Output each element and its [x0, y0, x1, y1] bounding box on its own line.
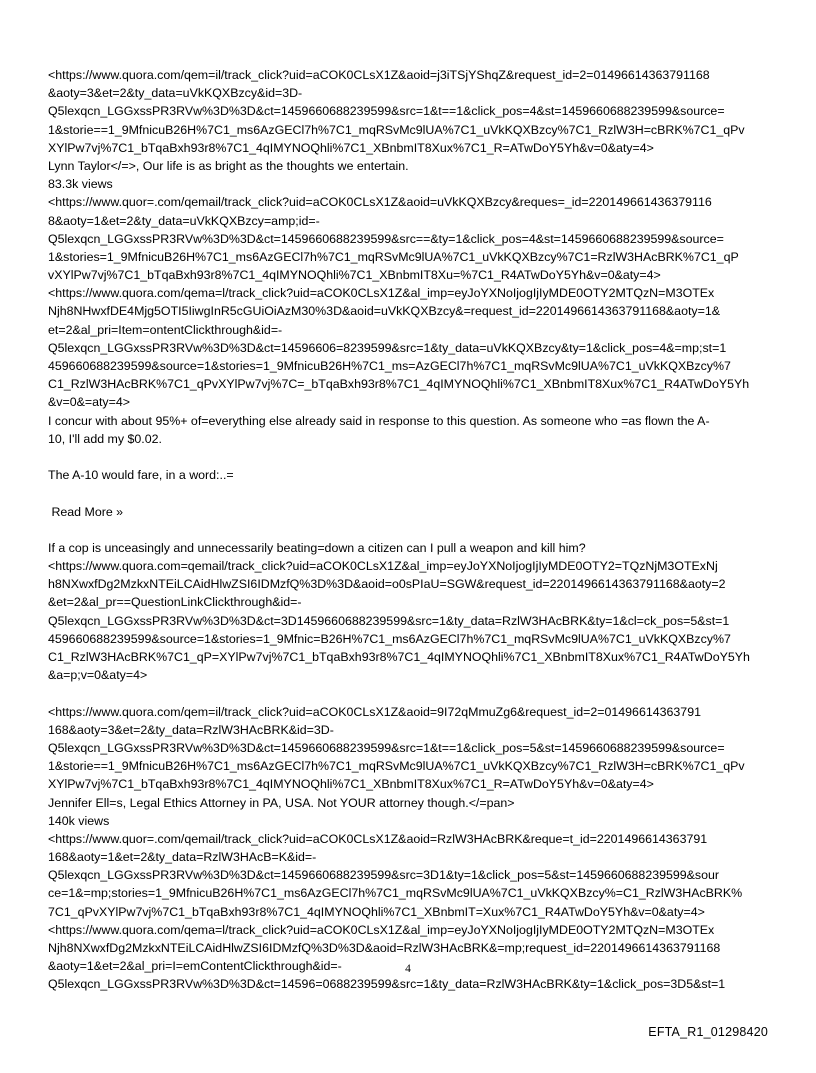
answer-excerpt-line: I concur with about 95%+ of=everything else already said in response to this question. As someone who =as flown the A- [48, 413, 710, 428]
url-block-3-line[interactable]: 459660688239599&source=1&stories=1_9Mfnic=B26H%7C1_ms6AzGECl7h%7C1_mqRSvMc9lUA%7C1_uVkKQXBzcy%7 [48, 631, 731, 646]
url-block-4-line[interactable]: <https://www.quora.com/qem=il/track_click?uid=aCOK0CLsX1Z&aoid=9I72qMmuZg6&request_id=2=01496614363791 [48, 704, 701, 719]
paragraph-gap [48, 448, 768, 466]
url-block-1[interactable] [48, 66, 768, 157]
url-block-2[interactable] [48, 193, 768, 411]
url-block-2-line[interactable]: <https://www.quora.com/qema=l/track_click?uid=aCOK0CLsX1Z&al_imp=eyJoYXNoIjogIjIyMDE0OTY2MTQzN=M3OTEx [48, 286, 715, 301]
url-block-4-line[interactable]: Q5lexqcn_LGGxssPR3RVw%3D%3D&ct=1459660688239599&src=1&t==1&click_pos=5&st=1459660688239599&source= [48, 740, 725, 755]
url-block-2-line[interactable]: vXYlPw7vj%7C1_bTqaBxh93r8%7C1_4qIMYNOQhli%7C1_XBnbmIT8Xu=%7C1_R4ATwDoY5Yh&v=0&aty=4> [48, 268, 661, 283]
answer-excerpt-line: 10, I'll add my $0.02. [48, 431, 162, 446]
url-block-4-line[interactable]: 168&aoty=3&et=2&ty_data=RzlW3HAcBRK&id=3D- [48, 722, 334, 737]
url-block-3-line[interactable]: C1_RzlW3HAcBRK%7C1_qP=XYlPw7vj%7C1_bTqaBxh93r8%7C1_4qIMYNOQhli%7C1_XBnbmIT8Xux%7C1_R4ATwDoY5Yh [48, 650, 750, 664]
paragraph-gap [48, 521, 768, 539]
url-block-5-line[interactable]: Q5lexqcn_LGGxssPR3RVw%3D%3D&ct=1459660688239599&src=3D1&ty=1&click_pos=5&st=1459660688239599&sour [48, 868, 720, 883]
url-block-3-line[interactable]: Q5lexqcn_LGGxssPR3RVw%3D%3D&ct=3D1459660688239599&src=1&ty_data=RzlW3HAcBRK&ty=1&cl=ck_pos=5&st=1 [48, 613, 730, 628]
url-block-5-line[interactable]: 168&aoty=1&et=2&ty_data=RzlW3HAcB=K&id=- [48, 850, 317, 865]
url-block-2-line[interactable]: et=2&al_pri=Item=ontentClickthrough&id=- [48, 322, 283, 337]
url-block-2-line[interactable]: &v=0&=aty=4> [48, 395, 130, 410]
url-block-4-line[interactable]: XYlPw7vj%7C1_bTqaBxh93r8%7C1_4qIMYNOQhli%7C1_XBnbmIT8Xux%7C1_R=ATwDoY5Yh&v=0&aty=4> [48, 777, 654, 792]
url-block-1-line[interactable]: <https://www.quora.com/qem=il/track_click?uid=aCOK0CLsX1Z&aoid=j3iTSjYShqZ&request_id=2=01496614363791168 [48, 68, 710, 82]
read-more-link[interactable] [48, 503, 768, 521]
url-block-3-line[interactable]: &a=p;v=0&aty=4> [48, 668, 148, 683]
url-block-5-line[interactable]: &aoty=1&et=2&al_pri=I=emContentClickthrough&id=- [48, 959, 342, 974]
document-id: EFTA_R1_01298420 [648, 1025, 768, 1039]
views-count [48, 175, 768, 193]
url-block-3-line[interactable]: <https://www.quora.com=qemail/track_click?uid=aCOK0CLsX1Z&al_imp=eyJoYXNoIjogIjIyMDE0OTY2=TQzNjM3OTExNj [48, 559, 718, 574]
page-number: 4 [405, 963, 411, 975]
url-block-1-line[interactable]: XYlPw7vj%7C1_bTqaBxh93r8%7C1_4qIMYNOQhli%7C1_XBnbmIT8Xux%7C1_R=ATwDoY5Yh&v=0&aty=4> [48, 140, 654, 155]
url-block-2-line[interactable]: 1&stories=1_9MfnicuB26H%7C1_ms6AzGECl7h%7C1_mqRSvMc9lUA%7C1_uVkKQXBzcy%7C1=RzlW3HAcBRK%7C1_qP [48, 249, 739, 264]
question-title-line: If a cop is unceasingly and unnecessarily beating=down a citizen can I pull a weapon and kill him? [48, 540, 586, 555]
paragraph-gap [48, 684, 768, 702]
url-block-1-line[interactable]: Q5lexqcn_LGGxssPR3RVw%3D%3D&ct=1459660688239599&src=1&t==1&click_pos=4&st=1459660688239599&source= [48, 104, 725, 119]
url-block-1-line[interactable]: &aoty=3&et=2&ty_data=uVkKQXBzcy&id=3D- [48, 86, 303, 101]
url-block-2-line[interactable]: Q5lexqcn_LGGxssPR3RVw%3D%3D&ct=1459660688239599&src==&ty=1&click_pos=4&st=1459660688239599&source= [48, 231, 724, 246]
read-more-link-line[interactable]: Read More » [48, 504, 124, 519]
url-block-1-line[interactable]: 1&storie==1_9MfnicuB26H%7C1_ms6AzGECl7h%7C1_mqRSvMc9lUA%7C1_uVkKQXBzcy%7C1_RzlW3H=cBRK%7C1_qPv [48, 122, 745, 137]
url-block-5-line[interactable]: Njh8NXwxfDg2MzkxNTEiLCAidHlwZSI6IDMzfQ%3D%3D&aoid=RzlW3HAcBRK&=mp;request_id=2201496614363791168 [48, 941, 721, 955]
answer-excerpt [48, 412, 768, 448]
url-block-2-line[interactable]: 459660688239599&source=1&stories=1_9MfnicuB26H%7C1_ms=AzGECl7h%7C1_mqRSvMc9lUA%7C1_uVkKQXBzcy%7 [48, 359, 731, 373]
url-block-5-line[interactable]: <https://www.quora.com/qema=l/track_click?uid=aCOK0CLsX1Z&al_imp=eyJoYXNoIjogIjIyMDE0OTY2MTQzN=M3OTEx [48, 922, 715, 937]
author-line-2-line: Jennifer Ell=s, Legal Ethics Attorney in PA, USA. Not YOUR attorney though.</=pan> [48, 795, 515, 810]
author-line-line: Lynn Taylor</=>, Our life is as bright as the thoughts we entertain. [48, 158, 409, 173]
url-block-5-line[interactable]: Q5lexqcn_LGGxssPR3RVw%3D%3D&ct=14596=0688239599&src=1&ty_data=RzlW3HAcBRK&ty=1&click_pos=3D5&st=1 [48, 977, 726, 992]
answer-excerpt-2 [48, 466, 768, 484]
url-block-5-line[interactable]: ce=1&=mp;stories=1_9MfnicuB26H%7C1_ms6AzGECl7h%7C1_mqRSvMc9lUA%7C1_uVkKQXBzcy%=C1_RzlW3HAcBRK% [48, 886, 743, 901]
url-block-2-line[interactable]: Q5lexqcn_LGGxssPR3RVw%3D%3D&ct=14596606=8239599&src=1&ty_data=uVkKQXBzcy&ty=1&click_pos=4&=mp;st=1 [48, 340, 727, 355]
url-block-5-line[interactable]: 7C1_qPvXYlPw7vj%7C1_bTqaBxh93r8%7C1_4qIMYNOQhli%7C1_XBnbmIT=Xux%7C1_R4ATwDoY5Yh&v=0&aty=4> [48, 904, 705, 919]
answer-excerpt-2-line: The A-10 would fare, in a word:..= [48, 468, 234, 483]
url-block-2-line[interactable]: 8&aoty=1&et=2&ty_data=uVkKQXBzcy=amp;id=- [48, 213, 320, 228]
url-block-3-line[interactable]: &et=2&al_pr==QuestionLinkClickthrough&id=- [48, 595, 302, 610]
views-count-line: 83.3k views [48, 177, 113, 192]
url-block-3-line[interactable]: h8NXwxfDg2MzkxNTEiLCAidHlwZSI6IDMzfQ%3D%3D&aoid=o0sPIaU=SGW&request_id=2201496614363791168&aoty=2 [48, 577, 726, 592]
views-count-2-line: 140k views [48, 813, 110, 828]
views-count-2 [48, 812, 768, 830]
url-block-2-line[interactable]: Njh8NHwxfDE4Mjg5OTI5IiwgInR5cGUiOiAzM30%3D&aoid=uVkKQXBzcy&=request_id=2201496614363791168&aoty=1& [48, 304, 720, 319]
url-block-4[interactable] [48, 703, 768, 794]
document-body [48, 66, 768, 994]
paragraph-gap [48, 484, 768, 502]
url-block-3[interactable] [48, 557, 768, 684]
url-block-2-line[interactable]: C1_RzlW3HAcBRK%7C1_qPvXYlPw7vj%7C=_bTqaBxh93r8%7C1_4qIMYNOQhli%7C1_XBnbmIT8Xux%7C1_R4ATwDoY5Yh [48, 377, 750, 392]
url-block-4-line[interactable]: 1&storie==1_9MfnicuB26H%7C1_ms6AzGECl7h%7C1_mqRSvMc9lUA%7C1_uVkKQXBzcy%7C1_RzlW3H=cBRK%7C1_qPv [48, 759, 745, 774]
url-block-2-line[interactable]: <https://www.quor=.com/qemail/track_click?uid=aCOK0CLsX1Z&aoid=uVkKQXBzcy&reques=_id=220149661436379116 [48, 195, 712, 210]
author-line-2 [48, 794, 768, 812]
url-block-5-line[interactable]: <https://www.quor=.com/qemail/track_click?uid=aCOK0CLsX1Z&aoid=RzlW3HAcBRK&reque=t_id=2201496614363791 [48, 831, 708, 846]
author-line [48, 157, 768, 175]
question-title [48, 539, 768, 557]
